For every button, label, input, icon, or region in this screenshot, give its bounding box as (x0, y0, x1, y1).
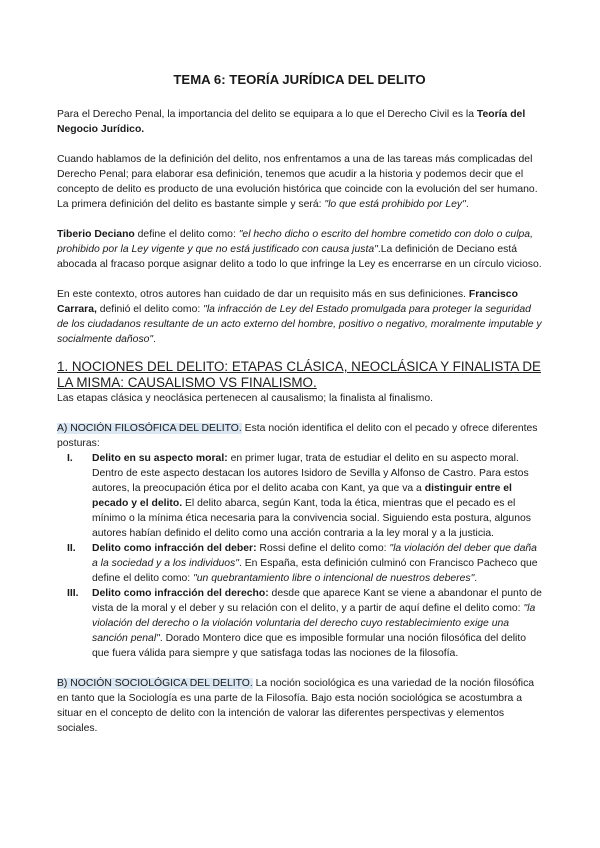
document-title: TEMA 6: TEORÍA JURÍDICA DEL DELITO (173, 72, 426, 87)
paragraph-definition: Cuando hablamos de la definición del delito, nos enfrentamos a una de las tareas más complicadas del Derecho Penal; para elaborar esa definición, tenemos que acudir a la historia y podemos decir que el concepto de delito es producto de una evolución histórica que coincide con la evolución del ser humano. La primera definición del delito es bastante simple y será: "lo que está prohibido por Ley". (57, 154, 538, 210)
paragraph-intro: Para el Derecho Penal, la importancia del delito se equipara a lo que el Derecho Civil es la Teoría del Negocio Jurídico. (57, 109, 526, 135)
section-b-paragraph: B) NOCIÓN SOCIOLÓGICA DEL DELITO. La noción sociológica es una variedad de la noción filosófica en tanto que la Sociología es una parte de la Filosofía. Bajo esta noción sociológica se acostumbra a situar en el concepto de delito con la intención de valorar las diferentes perspectivas y elementos sociales. (57, 678, 535, 734)
section-1-intro: Las etapas clásica y neoclásica pertenecen al causalismo; la finalista al finalismo. (57, 393, 433, 404)
postures-list (57, 451, 542, 661)
paragraph-deciano: Tiberio Deciano define el delito como: "el hecho dicho o escrito del hombre cometido con dolo o culpa, prohibido por la Ley vigente y que no está justificado con causa justa".La definición de Deciano está abocada al fracaso porque asignar delito a todo lo que infringe la Ley es encerrarse en un círculo vicioso. (57, 229, 542, 270)
list-item: II. Delito como infracción del deber: Rossi define el delito como: "la violación del deber que daña a la sociedad y a los individuos". En España, esta definición culminó con Francisco Pacheco que define el delito como: "un quebrantamiento libre o intencional de nuestros deberes". (67, 543, 538, 584)
section-a-intro: A) NOCIÓN FILOSÓFICA DEL DELITO. Esta noción identifica el delito con el pecado y ofrece diferentes posturas: (57, 423, 538, 449)
section-a-label: A) NOCIÓN FILOSÓFICA DEL DELITO. (57, 423, 242, 434)
section-1-heading: 1. NOCIONES DEL DELITO: ETAPAS CLÁSICA, NEOCLÁSICA Y FINALISTA DE LA MISMA: CAUSALISMO VS FINALISMO. (57, 359, 541, 390)
list-item: III. Delito como infracción del derecho: desde que aparece Kant se viene a abandonar el punto de vista de la moral y el deber y su relación con el delito, y a partir de aquí define el delito como: "la violación del derecho o la violación voluntaria del derecho cuyo restablecimiento exige una sanción penal". Dorado Montero dice que es imposible formular una noción filosófica del delito que fuera válida para siempre y que satisfaga todas las nociones de la filosofía. (67, 588, 542, 659)
list-item: I. Delito en su aspecto moral: en primer lugar, trata de estudiar el delito en su aspecto moral. Dentro de este aspecto destacan los autores Isidoro de Sevilla y Alfonso de Castro. Para estos autores, la preocupación ética por el delito acaba con Kant, ya que va a distinguir entre el pecado y el delito. El delito abarca, según Kant, toda la ética, mientras que el pecado es el mínimo o la mínima ética necesaria para la convivencia social. Siguiendo esta postura, algunos autores habían definido el delito como una acción contraria a la ley moral y a la justicia. (67, 453, 531, 539)
section-b-label: B) NOCIÓN SOCIOLÓGICA DEL DELITO. (57, 678, 253, 689)
paragraph-carrara: En este contexto, otros autores han cuidado de dar un requisito más en sus definiciones. Francisco Carrara, definió el delito como: "la infracción de Ley del Estado promulgada para proteger la seguridad de los ciudadanos resultante de un acto externo del hombre, positivo o negativo, moralmente imputable y socialmente dañoso". (57, 289, 542, 345)
